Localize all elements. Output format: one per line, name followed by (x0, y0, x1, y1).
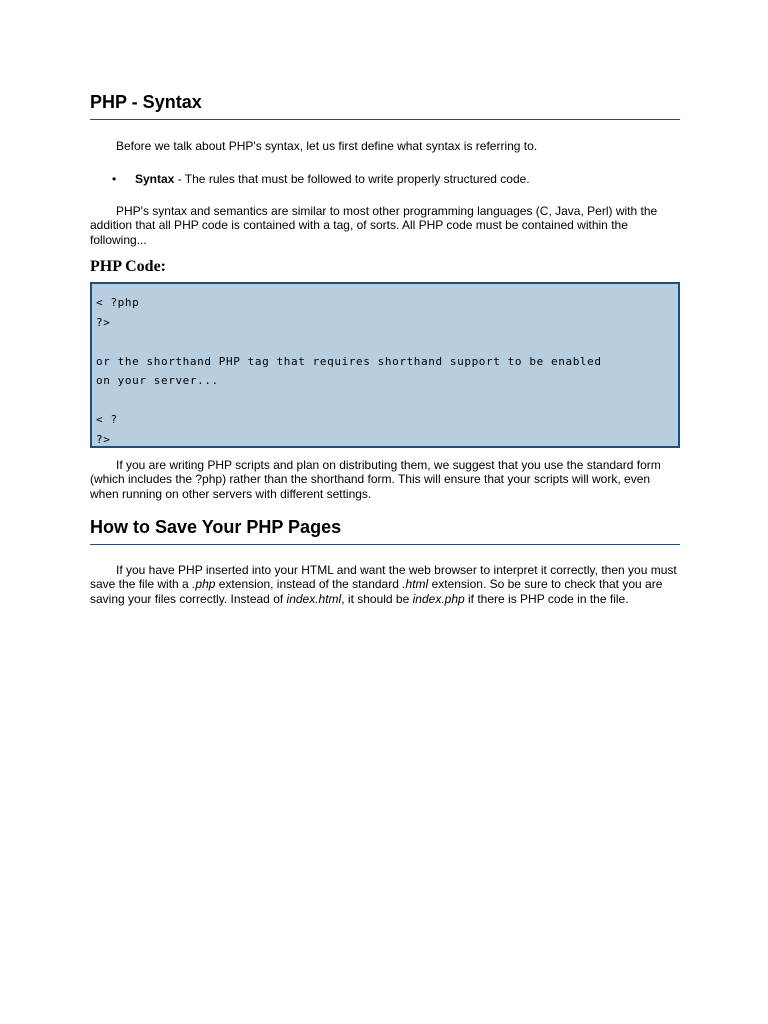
index-php-filename: index.php (412, 591, 465, 606)
code-line: < ?php (96, 296, 140, 309)
save-text-part: , it should be (341, 591, 413, 606)
save-text-part: extension, instead of the standard (215, 577, 403, 592)
section-heading-php-syntax: PHP - Syntax (90, 92, 680, 120)
code-line: < ? (96, 413, 118, 426)
syntax-description-paragraph: PHP's syntax and semantics are similar to most other programming languages (C, Java, Perl) with the addition that all PHP code is contained with a tag, of sorts. All PHP code must be contained within the following... (90, 204, 658, 247)
save-text-part: if there is PHP code in the file. (464, 591, 629, 606)
code-heading: PHP Code: (90, 258, 166, 275)
html-extension: .html (402, 577, 429, 592)
bullet-term: Syntax (135, 172, 175, 186)
code-line: or the shorthand PHP tag that requires shorthand support to be enabled (96, 354, 602, 368)
save-paragraph (90, 563, 680, 606)
index-html-filename: index.html (286, 591, 342, 606)
bullet-definition: - The rules that must be followed to write properly structured code. (174, 172, 530, 186)
list-item (90, 172, 680, 186)
section-heading-save-php-pages: How to Save Your PHP Pages (90, 517, 680, 545)
standard-form-paragraph: If you are writing PHP scripts and plan on distributing them, we suggest that you use the standard form (which includes the ?php) rather than the shorthand form. This will ensure that your scripts will work, even when running on other servers with different settings. (90, 458, 661, 501)
code-line: ?> (96, 432, 111, 446)
save-text-part: extension. So be sure to check that you are saving your files correctly. Instead of (90, 577, 663, 606)
code-line (96, 391, 674, 411)
definition-list (90, 172, 680, 186)
bullet-icon: • (112, 172, 117, 186)
intro-paragraph: Before we talk about PHP's syntax, let us first define what syntax is referring to. (116, 139, 538, 153)
php-extension: .php (192, 577, 216, 592)
code-line (96, 332, 674, 352)
code-line: on your server... (96, 374, 219, 387)
save-text-part: If you have PHP inserted into your HTML and want the web browser to interpret it correctly, then you must save the file with a (90, 563, 677, 592)
code-block (90, 282, 680, 448)
code-line: ?> (96, 315, 111, 329)
